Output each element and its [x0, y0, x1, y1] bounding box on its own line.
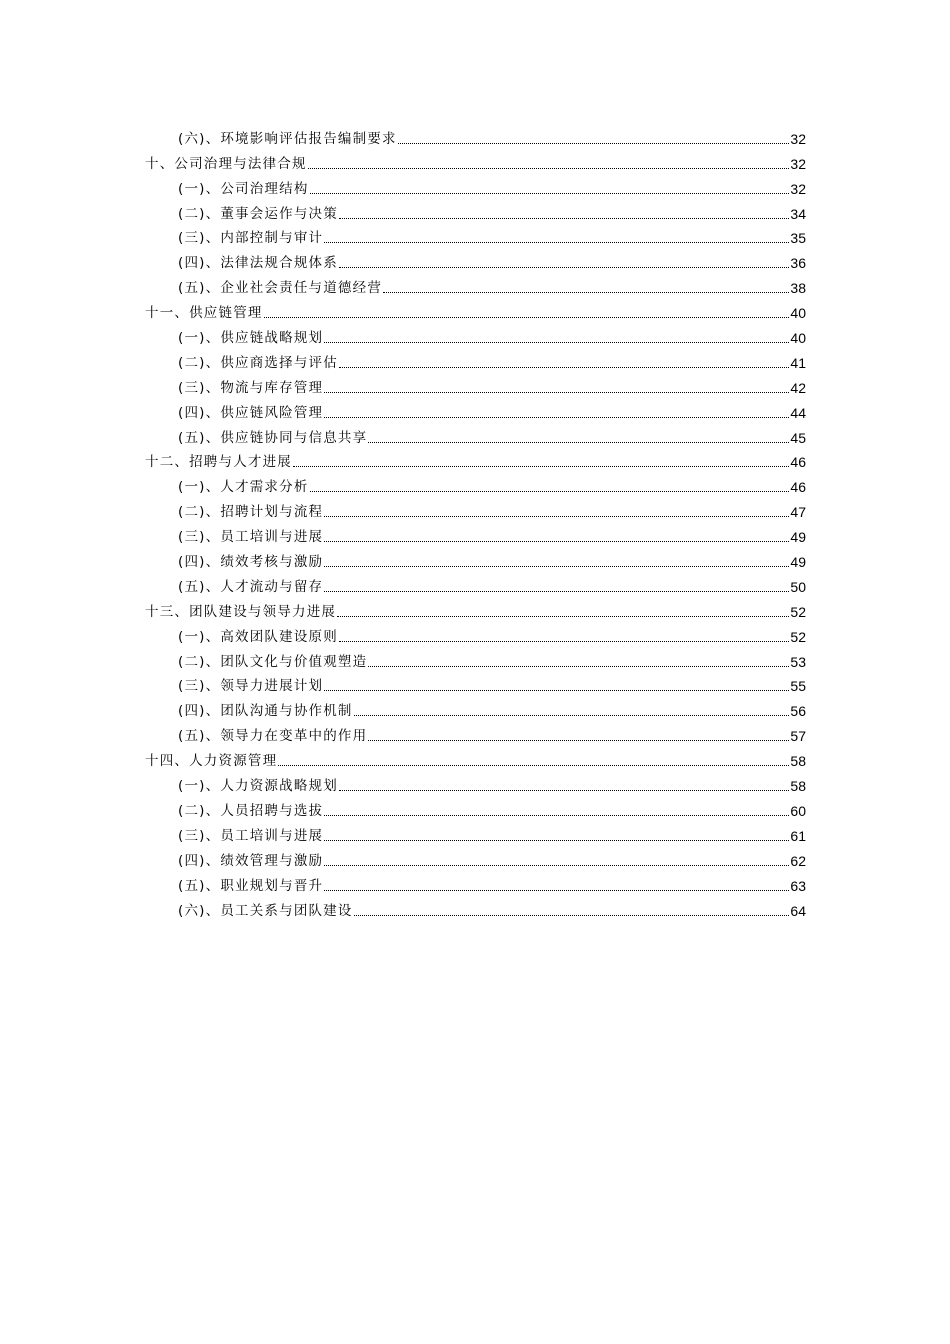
toc-section-entry[interactable]	[145, 673, 806, 698]
toc-page-number: 49	[790, 529, 806, 546]
toc-dot-leader	[324, 416, 789, 418]
toc-dot-leader	[368, 441, 789, 443]
toc-dot-leader	[339, 789, 789, 791]
toc-page-number: 53	[790, 653, 806, 670]
toc-entry-title: (五)、供应链协同与信息共享	[178, 429, 368, 446]
toc-page-number: 49	[790, 554, 806, 571]
toc-entry-title: (一)、人才需求分析	[178, 479, 309, 496]
toc-entry-title: (二)、团队文化与价值观塑造	[178, 653, 368, 670]
toc-dot-leader	[310, 192, 790, 194]
toc-section-entry[interactable]	[145, 200, 806, 225]
toc-dot-leader	[354, 914, 790, 916]
toc-dot-leader	[337, 615, 789, 617]
toc-section-entry[interactable]	[145, 722, 806, 747]
toc-dot-leader	[339, 640, 789, 642]
toc-page-number: 50	[790, 578, 806, 595]
toc-page-number: 56	[790, 703, 806, 720]
toc-entry-title: (五)、人才流动与留存	[178, 578, 324, 595]
toc-entry-title: (四)、供应链风险管理	[178, 404, 324, 421]
toc-page-number: 32	[790, 155, 806, 172]
toc-dot-leader	[264, 316, 790, 318]
toc-entry-title: (六)、员工关系与团队建设	[178, 902, 353, 919]
toc-dot-leader	[339, 266, 789, 268]
toc-section-entry[interactable]	[145, 548, 806, 573]
toc-page-number: 57	[790, 728, 806, 745]
toc-dot-leader	[339, 366, 789, 368]
toc-entry-title: (三)、员工培训与进展	[178, 827, 324, 844]
toc-page-number: 61	[790, 827, 806, 844]
toc-dot-leader	[324, 590, 789, 592]
toc-section-entry[interactable]	[145, 523, 806, 548]
toc-entry-title: (二)、供应商选择与评估	[178, 354, 338, 371]
toc-page-number: 60	[790, 802, 806, 819]
toc-dot-leader	[398, 142, 790, 144]
toc-entry-title: (三)、内部控制与审计	[178, 230, 324, 247]
toc-entry-title: (五)、企业社会责任与道德经营	[178, 280, 383, 297]
toc-entry-title: (四)、团队沟通与协作机制	[178, 703, 353, 720]
toc-entry-title: (五)、领导力在变革中的作用	[178, 728, 368, 745]
toc-page-number: 63	[790, 877, 806, 894]
table-of-contents	[145, 125, 806, 922]
toc-page-number: 58	[790, 753, 806, 770]
toc-page-number: 40	[790, 330, 806, 347]
toc-chapter-entry[interactable]	[145, 747, 806, 772]
toc-dot-leader	[368, 665, 789, 667]
toc-dot-leader	[324, 341, 789, 343]
toc-entry-title: (二)、招聘计划与流程	[178, 504, 324, 521]
toc-dot-leader	[324, 565, 789, 567]
toc-page-number: 52	[790, 603, 806, 620]
toc-entry-title: (一)、公司治理结构	[178, 180, 309, 197]
toc-dot-leader	[339, 217, 789, 219]
toc-page-number: 36	[790, 255, 806, 272]
toc-entry-title: (六)、环境影响评估报告编制要求	[178, 130, 397, 147]
toc-page-number: 42	[790, 379, 806, 396]
toc-entry-title: 十、公司治理与法律合规	[145, 155, 307, 172]
toc-dot-leader	[310, 490, 790, 492]
toc-chapter-entry[interactable]	[145, 449, 806, 474]
toc-entry-title: (三)、员工培训与进展	[178, 529, 324, 546]
toc-section-entry[interactable]	[145, 648, 806, 673]
toc-entry-title: (四)、法律法规合规体系	[178, 255, 338, 272]
toc-page-number: 62	[790, 852, 806, 869]
toc-dot-leader	[278, 764, 789, 766]
toc-page-number: 38	[790, 280, 806, 297]
toc-page-number: 35	[790, 230, 806, 247]
toc-section-entry[interactable]	[145, 573, 806, 598]
toc-section-entry[interactable]	[145, 225, 806, 250]
toc-section-entry[interactable]	[145, 274, 806, 299]
toc-entry-title: (一)、供应链战略规划	[178, 330, 324, 347]
toc-page-number: 44	[790, 404, 806, 421]
toc-page-number: 40	[790, 305, 806, 322]
toc-section-entry[interactable]	[145, 498, 806, 523]
toc-entry-title: (三)、物流与库存管理	[178, 379, 324, 396]
toc-entry-title: (一)、人力资源战略规划	[178, 778, 338, 795]
toc-section-entry[interactable]	[145, 822, 806, 847]
toc-dot-leader	[324, 540, 789, 542]
toc-section-entry[interactable]	[145, 374, 806, 399]
toc-chapter-entry[interactable]	[145, 598, 806, 623]
toc-section-entry[interactable]	[145, 623, 806, 648]
toc-entry-title: (四)、绩效管理与激励	[178, 852, 324, 869]
toc-entry-title: (三)、领导力进展计划	[178, 678, 324, 695]
toc-entry-title: (五)、职业规划与晋升	[178, 877, 324, 894]
toc-dot-leader	[308, 167, 790, 169]
toc-section-entry[interactable]	[145, 797, 806, 822]
toc-page-number: 32	[790, 180, 806, 197]
toc-page-number: 52	[790, 628, 806, 645]
toc-section-entry[interactable]	[145, 772, 806, 797]
toc-section-entry[interactable]	[145, 473, 806, 498]
toc-chapter-entry[interactable]	[145, 299, 806, 324]
toc-section-entry[interactable]	[145, 125, 806, 150]
toc-entry-title: 十四、人力资源管理	[145, 753, 278, 770]
toc-entry-title: 十一、供应链管理	[145, 305, 263, 322]
toc-page-number: 55	[790, 678, 806, 695]
toc-dot-leader	[324, 689, 789, 691]
toc-page-number: 47	[790, 504, 806, 521]
toc-entry-title: (二)、人员招聘与选拔	[178, 802, 324, 819]
toc-section-entry[interactable]	[145, 324, 806, 349]
toc-page-number: 58	[790, 778, 806, 795]
toc-section-entry[interactable]	[145, 399, 806, 424]
toc-dot-leader	[324, 391, 789, 393]
toc-entry-title: 十三、团队建设与领导力进展	[145, 603, 337, 620]
toc-section-entry[interactable]	[145, 175, 806, 200]
toc-section-entry[interactable]	[145, 872, 806, 897]
toc-page-number: 45	[790, 429, 806, 446]
toc-page-number: 46	[790, 454, 806, 471]
toc-page-number: 32	[790, 130, 806, 147]
toc-entry-title: (四)、绩效考核与激励	[178, 554, 324, 571]
toc-entry-title: (一)、高效团队建设原则	[178, 628, 338, 645]
toc-dot-leader	[324, 864, 789, 866]
toc-page-number: 46	[790, 479, 806, 496]
toc-dot-leader	[383, 291, 789, 293]
toc-dot-leader	[324, 814, 789, 816]
toc-dot-leader	[354, 714, 790, 716]
toc-page-number: 41	[790, 354, 806, 371]
toc-entry-title: (二)、董事会运作与决策	[178, 205, 338, 222]
toc-page-number: 64	[790, 902, 806, 919]
toc-section-entry[interactable]	[145, 697, 806, 722]
toc-page-number: 34	[790, 205, 806, 222]
toc-dot-leader	[324, 241, 789, 243]
toc-section-entry[interactable]	[145, 847, 806, 872]
toc-chapter-entry[interactable]	[145, 150, 806, 175]
toc-dot-leader	[293, 465, 789, 467]
toc-section-entry[interactable]	[145, 249, 806, 274]
toc-section-entry[interactable]	[145, 349, 806, 374]
toc-section-entry[interactable]	[145, 424, 806, 449]
toc-dot-leader	[324, 839, 789, 841]
toc-dot-leader	[324, 889, 789, 891]
toc-entry-title: 十二、招聘与人才进展	[145, 454, 292, 471]
toc-dot-leader	[324, 515, 789, 517]
toc-dot-leader	[368, 739, 789, 741]
toc-section-entry[interactable]	[145, 897, 806, 922]
